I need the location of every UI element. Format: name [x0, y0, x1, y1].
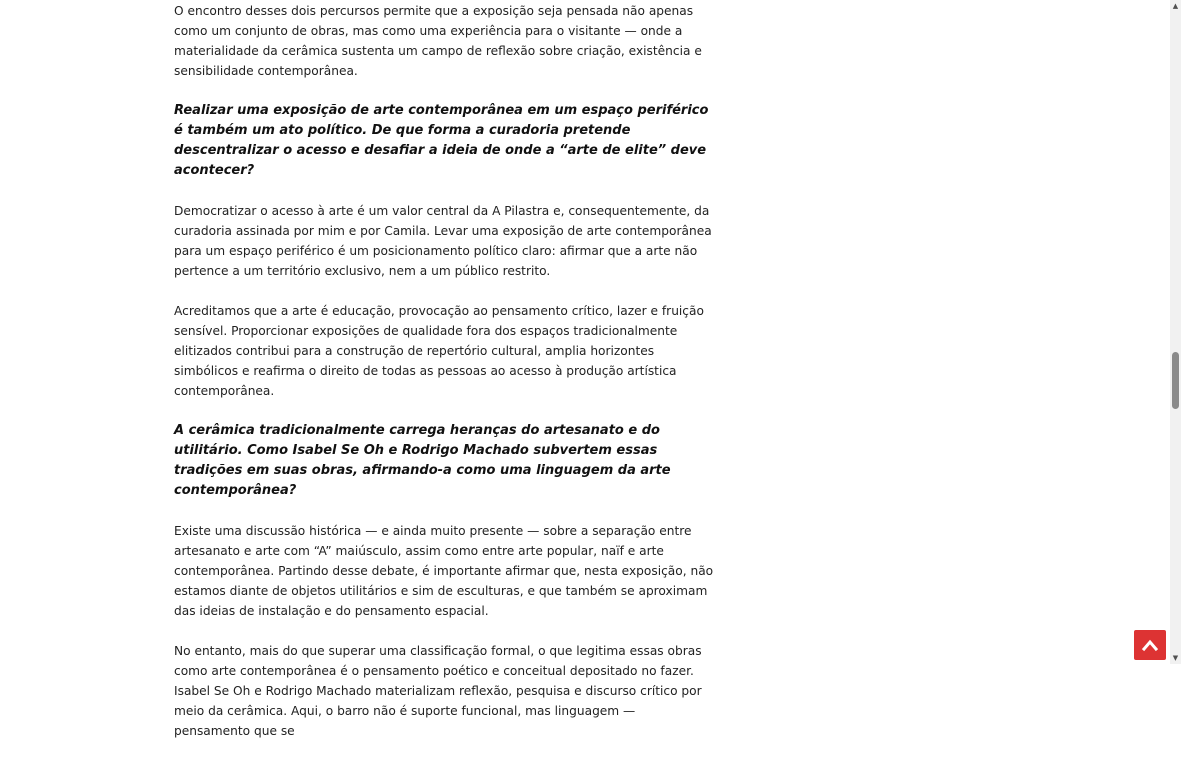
interview-question: Realizar uma exposição de arte contemporânea em um espaço periférico é também um ato político. De que forma a curadoria pretende descentralizar o acesso e desafiar a ideia de onde a “arte de elite” deve acontecer? [174, 103, 709, 178]
article-body [174, 1, 714, 761]
back-to-top-button[interactable] [1134, 630, 1166, 660]
scroll-down-arrow[interactable]: ▼ [1172, 654, 1179, 662]
article-paragraph: Democratizar o acesso à arte é um valor central da A Pilastra e, consequentemente, da curadoria assinada por mim e por Camila. Levar uma exposição de arte contemporânea para um espaço periférico é um posicionamento político claro: afirmar que a arte não pertence a um território exclusivo, nem a um público restrito. [174, 204, 712, 278]
chevron-up-icon [1142, 639, 1158, 651]
scrollbar-thumb[interactable] [1172, 352, 1179, 409]
scroll-up-arrow[interactable]: ▲ [1172, 2, 1179, 10]
article-paragraph: Existe uma discussão histórica — e ainda muito presente — sobre a separação entre artesanato e arte com “A” maiúsculo, assim como entre arte popular, naïf e arte contemporânea. Partindo desse debate, é importante afirmar que, nesta exposição, não estamos diante de objetos utilitários e sim de esculturas, e que também se aproximam das ideias de instalação e do pensamento espacial. [174, 524, 714, 618]
article-paragraph: O encontro desses dois percursos permite que a exposição seja pensada não apenas como um conjunto de obras, mas como uma experiência para o visitante — onde a materialidade da cerâmica sustenta um campo de reflexão sobre criação, existência e sensibilidade contemporânea. [174, 4, 702, 78]
article-paragraph: Acreditamos que a arte é educação, provocação ao pensamento crítico, lazer e fruição sensível. Proporcionar exposições de qualidade fora dos espaços tradicionalmente elitizados contribui para a construção de repertório cultural, amplia horizontes simbólicos e reafirma o direito de todas as pessoas ao acesso à produção artística contemporânea. [174, 304, 704, 398]
vertical-scrollbar[interactable] [1170, 0, 1181, 664]
interview-question: A cerâmica tradicionalmente carrega heranças do artesanato e do utilitário. Como Isabel Se Oh e Rodrigo Machado subvertem essas tradições em suas obras, afirmando-a como uma linguagem da arte contemporânea? [174, 423, 671, 498]
article-paragraph: No entanto, mais do que superar uma classificação formal, o que legitima essas obras como arte contemporânea é o pensamento poético e conceitual depositado no fazer. Isabel Se Oh e Rodrigo Machado materializam reflexão, pesquisa e discurso crítico por meio da cerâmica. Aqui, o barro não é suporte funcional, mas linguagem — pensamento que se [174, 644, 702, 738]
